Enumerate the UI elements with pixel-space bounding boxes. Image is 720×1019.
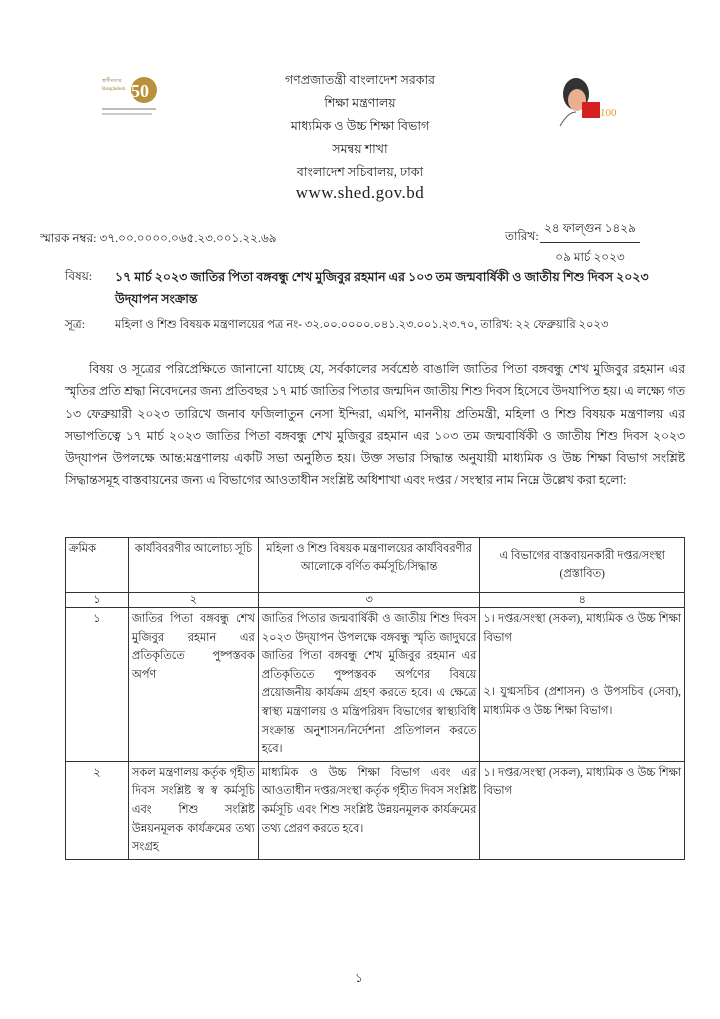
row-decision: জাতির পিতার জন্মবার্ষিকী ও জাতীয় শিশু দিবস ২০২৩ উদ্‌যাপন উপলক্ষে বঙ্গবন্ধু স্মৃতি জাদুঘরে জাতির পিতা বঙ্গবন্ধু শেখ মুজিবুর রহমান এর প্রতিকৃতিতে পুষ্পস্তবক অর্পণের বিষয়ে প্রয়োজনীয় কার্যক্রম গ্রহণ করতে হবে। এ ক্ষেত্রে স্বাস্থ্য মন্ত্রণালয় ও মন্ত্রিপরিষদ বিভাগের স্বাস্থ্যবিধি সংক্রান্ত অনুশাসন/নির্দেশনা প্রতিপালন করতে হবে। (258, 608, 480, 762)
header-address: বাংলাদেশ সচিবালয়, ঢাকা (296, 165, 424, 179)
row-agenda: জাতির পিতা বঙ্গবন্ধু শেখ মুজিবুর রহমান এর প্রতিকৃতিতে পুষ্পস্তবক অর্পণ (128, 608, 258, 762)
col-header-decision: মহিলা ও শিশু বিষয়ক মন্ত্রণালয়ের কার্যবিবরণীর আলোকে বর্ণিত কর্মসূচি/সিদ্ধান্ত (258, 538, 480, 593)
implementer-item: ১। দপ্তর/সংস্থা (সকল), মাধ্যমিক ও উচ্চ শিক্ষা বিভাগ (483, 613, 681, 644)
col-header-serial: ক্রমিক (66, 538, 129, 593)
header-ministry: শিক্ষা মন্ত্রণালয় (324, 96, 396, 110)
svg-text:100: 100 (600, 107, 617, 119)
row-agenda: সকল মন্ত্রণালয় কর্তৃক গৃহীত দিবস সংশ্লিষ্ট স্ব স্ব কর্মসূচি এবং শিশু সংশ্লিষ্ট উন্নয়নমূলক কার্যক্রমের তথ্য সংগ্রহ (128, 761, 258, 859)
page-number: ১ (355, 971, 363, 985)
row-implementers (480, 761, 685, 859)
memo-label: স্মারক নম্বর: (40, 231, 97, 245)
column-number-row (66, 593, 685, 608)
body-paragraph: বিষয় ও সূত্রের পরিপ্রেক্ষিতে জানানো যাচ্ছে যে, সর্বকালের সর্বশ্রেষ্ঠ বাঙালি জাতির পিতা বঙ্গবন্ধু শেখ মুজিবুর রহমান এর স্মৃতির প্রতি শ্রদ্ধা নিবেদনের জন্য প্রতিবছর ১৭ মার্চ জাতির পিতার জন্মদিন জাতীয় শিশু দিবস হিসেবে উদযাপিত হয়। এ লক্ষ্যে গত ১৩ ফেব্রুয়ারী ২০২৩ তারিখে জনাব ফজিলাতুন নেসা ইন্দিরা, এমপি, মাননীয় প্রতিমন্ত্রী, মহিলা ও শিশু বিষয়ক মন্ত্রণালয় এর সভাপতিত্বে ১৭ মার্চ ২০২৩ জাতির পিতা বঙ্গবন্ধু শেখ মুজিবুর রহমান এর ১০৩ তম জন্মবার্ষিকী ও জাতীয় শিশু দিবস ২০২৩ উদ্‌যাপন উপলক্ষে আন্ত:মন্ত্রণালয় একটি সভা অনুষ্ঠিত হয়। উক্ত সভার সিদ্ধান্ত অনুযায়ী মাধ্যমিক ও উচ্চ শিক্ষা বিভাগ সংশ্লিষ্ট সিদ্ধান্তসমূহ বাস্তবায়নের জন্য এ বিভাগের আওতাধীন সংশ্লিষ্ট অধিশাখা এবং দপ্তর / সংস্থার নাম নিম্নে উল্লেখ করা হলো: (65, 362, 685, 488)
reference-label: সূত্র: (65, 317, 86, 331)
date-english: ০৯ মার্চ ২০২৩ (555, 250, 625, 264)
implementer-item: ২। যুগ্মসচিব (প্রশাসন) ও উপসচিব (সেবা), মাধ্যমিক ও উচ্চ শিক্ষা বিভাগ। (483, 686, 681, 717)
col-header-implementer: এ বিভাগের বাস্তবায়নকারী দপ্তর/সংস্থা (প্রস্তাবিত) (480, 538, 685, 593)
row-serial: ১ (66, 608, 129, 762)
col-number: ৩ (258, 593, 480, 608)
col-header-agenda: কার্যবিবরণীর আলোচ্য সূচি (128, 538, 258, 593)
col-number: ১ (66, 593, 129, 608)
header-govt: গণপ্রজাতন্ত্রী বাংলাদেশ সরকার (284, 73, 436, 87)
subject-text: ১৭ মার্চ ২০২৩ জাতির পিতা বঙ্গবন্ধু শেখ মুজিবুর রহমান এর ১০৩ তম জন্মবার্ষিকী ও জাতীয় শিশু দিবস ২০২৩ উদ্‌যাপন সংক্রান্ত (115, 270, 649, 306)
table-row (66, 761, 685, 859)
memo-number (40, 230, 277, 250)
svg-text:50: 50 (131, 81, 149, 101)
svg-text:Bangladesh: Bangladesh (102, 87, 126, 92)
date-label: তারিখ: (505, 229, 539, 243)
row-decision: মাধ্যমিক ও উচ্চ শিক্ষা বিভাগ এবং এর আওতাধীন দপ্তর/সংস্থা কর্তৃক গৃহীত দিবস সংশ্লিষ্ট কর্মসূচি এবং শিশু সংশ্লিষ্ট উন্নয়নমূলক কার্যক্রমের তথ্য প্রেরণ করতে হবে। (258, 761, 480, 859)
table-header-row (66, 538, 685, 593)
table-row (66, 608, 685, 762)
header-division: মাধ্যমিক ও উচ্চ শিক্ষা বিভাগ (290, 119, 430, 133)
header-branch: সমন্বয় শাখা (332, 142, 388, 156)
col-number: ২ (128, 593, 258, 608)
implementer-item: ১। দপ্তর/সংস্থা (সকল), মাধ্যমিক ও উচ্চ শিক্ষা বিভাগ (483, 766, 681, 798)
col-number: ৪ (480, 593, 685, 608)
row-serial: ২ (66, 761, 129, 859)
decision-table (65, 537, 685, 860)
memo-value: ৩৭.০০.০০০০.০৬৫.২৩.০০১.২২.৬৯ (99, 231, 277, 245)
reference-text: মহিলা ও শিশু বিষয়ক মন্ত্রণালয়ের পত্র নং- ৩২.০০.০০০০.০৪১.২৩.০০১.২৩.৭০, তারিখ: ২২ ফেব্রুয়ারি ২০২৩ (115, 319, 609, 331)
subject-label: বিষয়: (65, 269, 93, 283)
row-implementers (480, 608, 685, 762)
svg-text:স্বাধীনতার: স্বাধীনতার (102, 79, 122, 84)
header-website[interactable]: www.shed.gov.bd (295, 183, 425, 202)
date-bangla: ২৪ ফাল্গুন ১৪২৯ (540, 220, 640, 243)
